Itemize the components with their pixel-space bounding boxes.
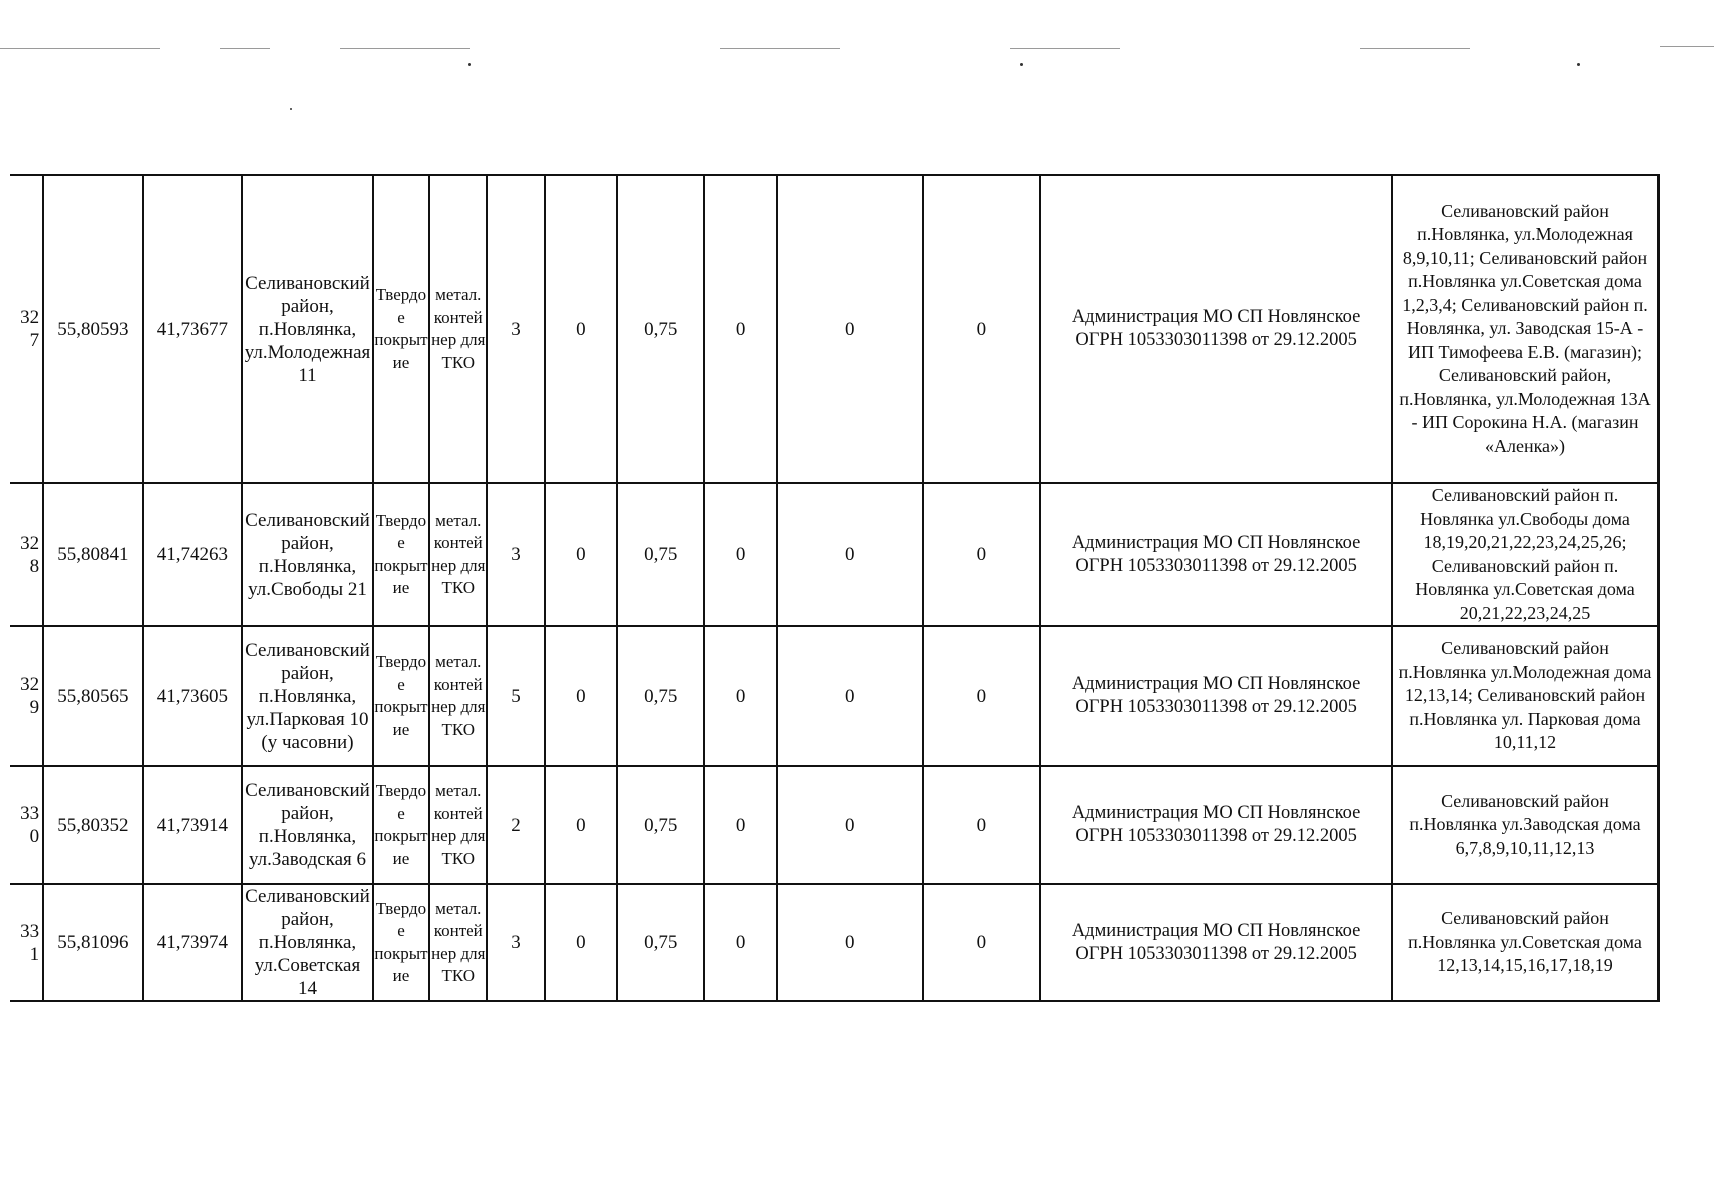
owner-name: Администрация МО СП Новлянское [1071, 920, 1361, 941]
owner-ogrn: ОГРН 1053303011398 от 29.12.2005 [1075, 330, 1357, 350]
value-cell: 0 [704, 884, 776, 1001]
container-type-cell: метал. контейнер для ТКО [429, 766, 487, 884]
waste-sources-cell: Селивановский район п.Новлянка ул.Молодежная дома 12,13,14; Селивановский район п.Новлянка ул. Парковая дома 10,11,12 [1392, 626, 1659, 766]
container-volume-cell: 0,75 [617, 626, 704, 766]
scan-artifact-line [220, 48, 270, 49]
value-cell: 0 [777, 766, 923, 884]
container-type-cell: метал. контейнер для ТКО [429, 483, 487, 626]
scan-artifact-line [1360, 48, 1470, 49]
container-volume-cell: 0,75 [617, 766, 704, 884]
owner-cell [1040, 175, 1392, 483]
address-cell: Селивановский район, п.Новлянка, ул.Советская 14 [242, 884, 373, 1001]
scan-artifact-dot [1020, 63, 1023, 66]
owner-ogrn: ОГРН 1053303011398 от 29.12.2005 [1075, 555, 1357, 576]
surface-cell: Твердое покрытие [373, 175, 429, 483]
longitude-cell: 41,73914 [143, 766, 243, 884]
value-cell: 0 [777, 884, 923, 1001]
scan-artifact-dot [1577, 63, 1580, 66]
value-cell: 0 [777, 626, 923, 766]
scan-artifact-line [0, 48, 160, 49]
value-cell: 0 [923, 626, 1041, 766]
waste-sources-cell: Селивановский район п.Новлянка ул.Заводская дома 6,7,8,9,10,11,12,13 [1392, 766, 1659, 884]
container-volume-cell: 0,75 [617, 884, 704, 1001]
row-number: 330 [10, 766, 43, 884]
owner-name: Администрация МО СП Новлянское [1071, 532, 1361, 553]
container-count-cell: 3 [487, 483, 544, 626]
scan-artifact-dot [468, 63, 471, 66]
longitude-cell: 41,73605 [143, 626, 243, 766]
value-cell: 0 [923, 766, 1041, 884]
row-number: 327 [10, 175, 43, 483]
container-count-cell: 3 [487, 175, 544, 483]
longitude-cell: 41,73974 [143, 884, 243, 1001]
value-cell: 0 [545, 483, 617, 626]
value-cell: 0 [923, 175, 1041, 483]
value-cell: 0 [704, 626, 776, 766]
owner-ogrn: ОГРН 1053303011398 от 29.12.2005 [1075, 697, 1357, 717]
latitude-cell: 55,80841 [43, 483, 143, 626]
container-type-cell: метал. контейнер для ТКО [429, 626, 487, 766]
container-count-cell: 5 [487, 626, 544, 766]
longitude-cell: 41,73677 [143, 175, 243, 483]
value-cell: 0 [923, 884, 1041, 1001]
latitude-cell: 55,80352 [43, 766, 143, 884]
table-row [10, 626, 1659, 766]
latitude-cell: 55,81096 [43, 884, 143, 1001]
row-number: 329 [10, 626, 43, 766]
waste-sources-cell: Селивановский район п.Новлянка, ул.Молодежная 8,9,10,11; Селивановский район п.Новлянка ул.Советская дома 1,2,3,4; Селивановский район п. Новлянка, ул. Заводская 15-А - ИП Тимофеева Е.В. (магазин); Селивановский район, п.Новлянка, ул.Молодежная 13А - ИП Сорокина Н.А. (магазин «Аленка») [1392, 175, 1659, 483]
waste-sources-cell: Селивановский район п.Новлянка ул.Советская дома 12,13,14,15,16,17,18,19 [1392, 884, 1659, 1001]
row-number: 331 [10, 884, 43, 1001]
surface-cell: Твердое покрытие [373, 483, 429, 626]
owner-cell [1040, 766, 1392, 884]
surface-cell: Твердое покрытие [373, 884, 429, 1001]
table-row [10, 884, 1659, 1001]
table-row [10, 483, 1659, 626]
waste-sources-cell: Селивановский район п. Новлянка ул.Свободы дома 18,19,20,21,22,23,24,25,26; Селивановский район п. Новлянка ул.Советская дома 20,21,22,23,24,25 [1392, 483, 1659, 626]
value-cell: 0 [545, 626, 617, 766]
scan-artifact-line [1010, 48, 1120, 49]
owner-cell [1040, 626, 1392, 766]
address-cell: Селивановский район, п.Новлянка, ул.Свободы 21 [242, 483, 373, 626]
value-cell: 0 [923, 483, 1041, 626]
table-row [10, 175, 1659, 483]
latitude-cell: 55,80593 [43, 175, 143, 483]
value-cell: 0 [704, 175, 776, 483]
value-cell: 0 [545, 884, 617, 1001]
container-type-cell: метал. контейнер для ТКО [429, 175, 487, 483]
value-cell: 0 [777, 175, 923, 483]
owner-name: Администрация МО СП Новлянское [1071, 803, 1361, 823]
scan-artifact-dot [290, 108, 292, 110]
owner-name: Администрация МО СП Новлянское [1071, 674, 1361, 694]
container-volume-cell: 0,75 [617, 483, 704, 626]
waste-sites-table [10, 174, 1660, 1002]
scan-artifact-line [720, 48, 840, 49]
owner-name: Администрация МО СП Новлянское [1071, 307, 1361, 327]
scan-artifact-line [340, 48, 470, 49]
container-count-cell: 3 [487, 884, 544, 1001]
owner-ogrn: ОГРН 1053303011398 от 29.12.2005 [1075, 826, 1357, 846]
value-cell: 0 [545, 175, 617, 483]
surface-cell: Твердое покрытие [373, 766, 429, 884]
address-cell: Селивановский район, п.Новлянка, ул.Парковая 10 (у часовни) [242, 626, 373, 766]
container-volume-cell: 0,75 [617, 175, 704, 483]
address-cell: Селивановский район, п.Новлянка, ул.Заводская 6 [242, 766, 373, 884]
value-cell: 0 [545, 766, 617, 884]
surface-cell: Твердое покрытие [373, 626, 429, 766]
row-number: 328 [10, 483, 43, 626]
container-count-cell: 2 [487, 766, 544, 884]
address-cell: Селивановский район, п.Новлянка, ул.Молодежная 11 [242, 175, 373, 483]
value-cell: 0 [704, 766, 776, 884]
value-cell: 0 [777, 483, 923, 626]
table-row [10, 766, 1659, 884]
container-type-cell: метал. контейнер для ТКО [429, 884, 487, 1001]
value-cell: 0 [704, 483, 776, 626]
owner-cell [1040, 483, 1392, 626]
longitude-cell: 41,74263 [143, 483, 243, 626]
owner-cell [1040, 884, 1392, 1001]
owner-ogrn: ОГРН 1053303011398 от 29.12.2005 [1075, 943, 1357, 964]
table-body [10, 175, 1659, 1001]
scan-artifact-line [1660, 46, 1714, 47]
latitude-cell: 55,80565 [43, 626, 143, 766]
